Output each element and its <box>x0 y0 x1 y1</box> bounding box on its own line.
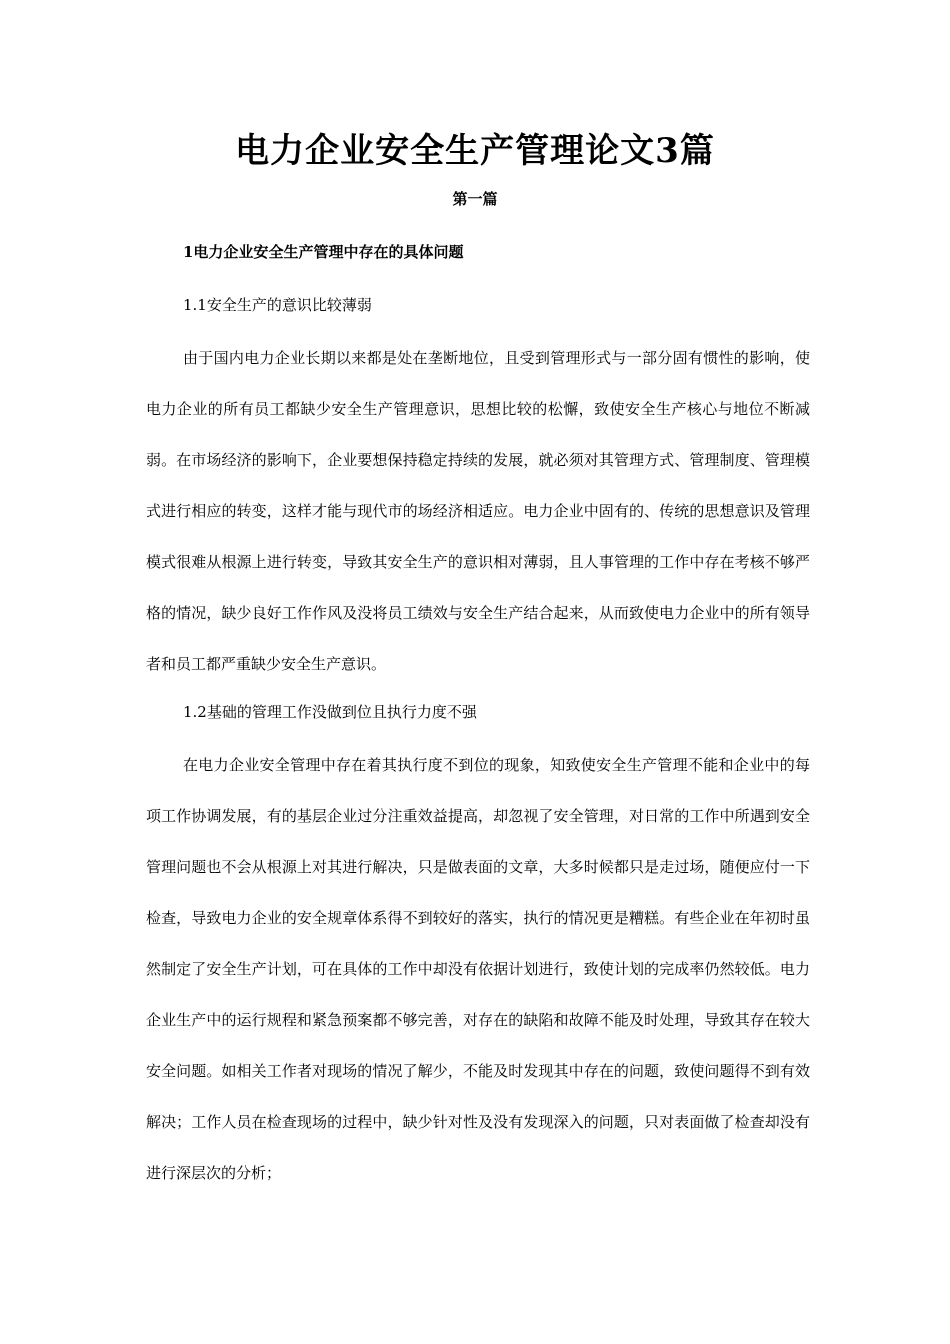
document-title: 电力企业安全生产管理论文3篇 <box>235 131 715 171</box>
subsection-heading-1-1: 1.1安全生产的意识比较薄弱 <box>183 296 372 314</box>
paragraph-1-2: 在电力企业安全管理中存在着其执行度不到位的现象，知致使安全生产管理不能和企业中的每项工作协调发展，有的基层企业过分注重效益提高，却忽视了安全管理，对日常的工作中所遇到安全管理问题也不会从根源上对其进行解决，只是做表面的文章，大多时候都只是走过场，随便应付一下检查，导致电力企业的安全规章体系得不到较好的落实，执行的情况更是糟糕。有些企业在年初时虽然制定了安全生产计划，可在具体的工作中却没有依据计划进行，致使计划的完成率仍然较低。电力企业生产中的运行规程和紧急预案都不够完善，对存在的缺陷和故障不能及时处理，导致其存在较大安全问题。如相关工作者对现场的情况了解少，不能及时发现其中存在的问题，致使问题得不到有效解决；工作人员在检查现场的过程中，缺少针对性及没有发现深入的问题，只对表面做了检查却没有进行深层次的分析； <box>146 756 810 1182</box>
subsection-heading-1-2: 1.2基础的管理工作没做到位且执行力度不强 <box>183 703 477 721</box>
section-heading: 1电力企业安全生产管理中存在的具体问题 <box>183 243 464 261</box>
paragraph-1-1: 由于国内电力企业长期以来都是处在垄断地位，且受到管理形式与一部分固有惯性的影响，使电力企业的所有员工都缺少安全生产管理意识，思想比较的松懈，致使安全生产核心与地位不断减弱。在市场经济的影响下，企业要想保持稳定持续的发展，就必须对其管理方式、管理制度、管理模式进行相应的转变，这样才能与现代市的场经济相适应。电力企业中固有的、传统的思想意识及管理模式很难从根源上进行转变，导致其安全生产的意识相对薄弱，且人事管理的工作中存在考核不够严格的情况，缺少良好工作作风及没将员工绩效与安全生产结合起来，从而致使电力企业中的所有领导者和员工都严重缺少安全生产意识。 <box>146 349 810 673</box>
part-label: 第一篇 <box>452 190 498 208</box>
